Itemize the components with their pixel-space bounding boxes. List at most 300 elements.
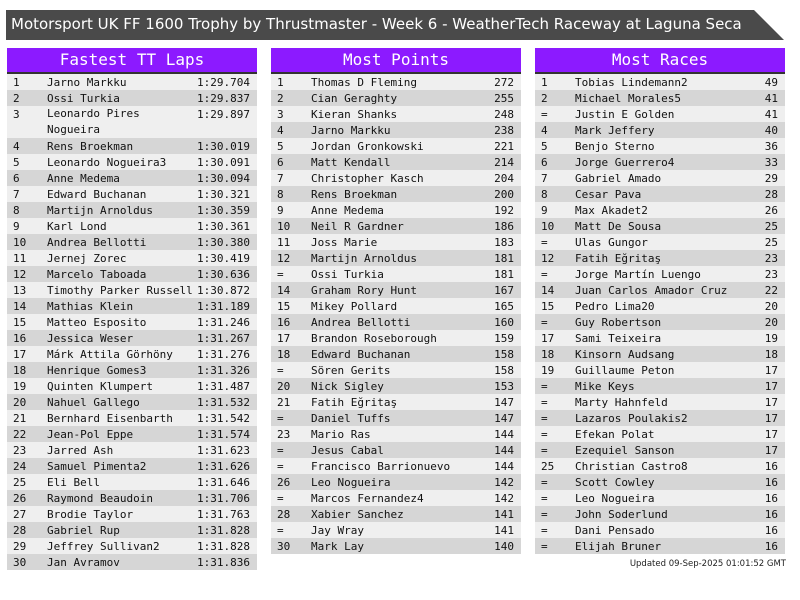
driver-name: Gabriel Rup — [47, 524, 120, 537]
row-position: 8 — [541, 188, 548, 201]
fastest-tt-laps-rows — [7, 74, 257, 570]
races-value: 49 — [764, 76, 778, 89]
driver-name: Kieran Shanks — [311, 108, 398, 121]
table-row — [535, 426, 785, 442]
row-position: 6 — [541, 156, 548, 169]
row-position: 15 — [13, 316, 27, 329]
driver-name: Jarno Markku — [311, 124, 391, 137]
driver-name: Joss Marie — [311, 236, 378, 249]
row-position: 10 — [13, 236, 27, 249]
driver-name: Fatih Eğritaş — [311, 396, 398, 409]
driver-name: Jorge Martín Luengo — [575, 268, 701, 281]
table-row — [535, 506, 785, 522]
driver-name: Cian Geraghty — [311, 92, 398, 105]
races-value: 16 — [764, 508, 778, 521]
races-value: 40 — [764, 124, 778, 137]
row-position: 2 — [277, 92, 284, 105]
row-position: 22 — [13, 428, 27, 441]
driver-name: Juan Carlos Amador Cruz — [575, 284, 728, 297]
driver-name: Matteo Esposito — [47, 316, 147, 329]
driver-name: Bernhard Eisenbarth — [47, 412, 173, 425]
row-position: 7 — [13, 188, 20, 201]
driver-name: Justin E Golden — [575, 108, 675, 121]
table-row — [7, 202, 257, 218]
table-row — [535, 298, 785, 314]
table-row — [7, 346, 257, 362]
row-position: = — [541, 268, 548, 281]
table-row — [535, 138, 785, 154]
row-position: 20 — [277, 380, 291, 393]
table-row — [535, 74, 785, 90]
driver-name: Edward Buchanan — [47, 188, 147, 201]
driver-name: Nahuel Gallego — [47, 396, 140, 409]
races-value: 36 — [764, 140, 778, 153]
row-position: = — [541, 108, 548, 121]
points-value: 141 — [494, 508, 514, 521]
row-position: 14 — [541, 284, 555, 297]
driver-name: Christopher Kasch — [311, 172, 424, 185]
points-value: 147 — [494, 396, 514, 409]
row-position: 5 — [13, 156, 20, 169]
table-row — [271, 506, 521, 522]
lap-time: 1:31.836 — [197, 556, 250, 569]
points-value: 158 — [494, 364, 514, 377]
points-value: 214 — [494, 156, 514, 169]
driver-name: Leo Nogueira — [311, 476, 391, 489]
driver-name: Jesus Cabal — [311, 444, 384, 457]
row-position: 26 — [277, 476, 291, 489]
row-position: 29 — [13, 540, 27, 553]
lap-time: 1:31.276 — [197, 348, 250, 361]
row-position: = — [277, 412, 284, 425]
driver-name: Gabriel Amado — [575, 172, 662, 185]
table-row — [7, 394, 257, 410]
most-points-table — [271, 48, 521, 554]
fastest-tt-laps-table — [7, 48, 257, 570]
row-position: 18 — [277, 348, 291, 361]
table-row — [7, 138, 257, 154]
table-row — [271, 330, 521, 346]
driver-name: Anne Medema — [47, 172, 120, 185]
table-row — [271, 154, 521, 170]
table-row — [271, 490, 521, 506]
table-row — [535, 458, 785, 474]
driver-name: Fatih Eğritaş — [575, 252, 662, 265]
table-row — [535, 474, 785, 490]
driver-name: Leonardo Nogueira3 — [47, 156, 167, 169]
table-row — [271, 74, 521, 90]
row-position: = — [277, 444, 284, 457]
races-value: 19 — [764, 332, 778, 345]
races-value: 23 — [764, 252, 778, 265]
row-position: 8 — [277, 188, 284, 201]
table-row — [535, 394, 785, 410]
lap-time: 1:31.326 — [197, 364, 250, 377]
driver-name: Edward Buchanan — [311, 348, 411, 361]
row-position: 9 — [13, 220, 20, 233]
races-value: 23 — [764, 268, 778, 281]
driver-name: Mark Lay — [311, 540, 364, 553]
table-row — [7, 298, 257, 314]
driver-name: Xabier Sanchez — [311, 508, 404, 521]
table-row — [7, 490, 257, 506]
points-value: 144 — [494, 444, 514, 457]
points-value: 181 — [494, 252, 514, 265]
lap-time: 1:30.091 — [197, 156, 250, 169]
table-row — [535, 378, 785, 394]
driver-name: Michael Morales5 — [575, 92, 681, 105]
row-position: 19 — [13, 380, 27, 393]
points-value: 255 — [494, 92, 514, 105]
driver-name: Neil R Gardner — [311, 220, 404, 233]
lap-time: 1:31.828 — [197, 524, 250, 537]
driver-name: Mike Keys — [575, 380, 635, 393]
table-row — [271, 186, 521, 202]
row-position: = — [277, 492, 284, 505]
table-row — [271, 458, 521, 474]
table-row — [7, 234, 257, 250]
lap-time: 1:29.837 — [197, 92, 250, 105]
row-position: = — [541, 396, 548, 409]
races-value: 22 — [764, 284, 778, 297]
table-row — [271, 138, 521, 154]
races-value: 17 — [764, 396, 778, 409]
row-position: = — [541, 380, 548, 393]
row-position: = — [541, 316, 548, 329]
driver-name: Scott Cowley — [575, 476, 655, 489]
driver-name: Márk Attila Görhöny — [47, 348, 173, 361]
table-row — [535, 410, 785, 426]
races-value: 20 — [764, 300, 778, 313]
row-position: = — [541, 476, 548, 489]
driver-name: Ossi Turkia — [311, 268, 384, 281]
driver-name: Brandon Roseborough — [311, 332, 437, 345]
driver-name: Jessica Weser — [47, 332, 134, 345]
driver-name: Guy Robertson — [575, 316, 662, 329]
table-row — [271, 202, 521, 218]
points-value: 160 — [494, 316, 514, 329]
row-position: 21 — [277, 396, 291, 409]
races-value: 17 — [764, 444, 778, 457]
table-row — [535, 522, 785, 538]
driver-name: Matt De Sousa — [575, 220, 662, 233]
points-value: 144 — [494, 460, 514, 473]
driver-name: Thomas D Fleming — [311, 76, 417, 89]
driver-name: Efekan Polat — [575, 428, 655, 441]
most-races-rows — [535, 74, 785, 554]
driver-name: Ezequiel Sanson — [575, 444, 675, 457]
table-row — [271, 426, 521, 442]
table-row — [535, 170, 785, 186]
points-value: 238 — [494, 124, 514, 137]
table-row — [271, 282, 521, 298]
table-row — [535, 330, 785, 346]
row-position: 19 — [541, 364, 555, 377]
races-value: 18 — [764, 348, 778, 361]
driver-name: Samuel Pimenta2 — [47, 460, 147, 473]
table-row — [535, 186, 785, 202]
table-row — [535, 234, 785, 250]
row-position: 21 — [13, 412, 27, 425]
points-value: 140 — [494, 540, 514, 553]
points-value: 192 — [494, 204, 514, 217]
table-row — [535, 314, 785, 330]
table-row — [271, 250, 521, 266]
points-value: 183 — [494, 236, 514, 249]
row-position: 1 — [277, 76, 284, 89]
races-value: 33 — [764, 156, 778, 169]
driver-name: Brodie Taylor — [47, 508, 134, 521]
races-value: 20 — [764, 316, 778, 329]
row-position: 25 — [541, 460, 555, 473]
lap-time: 1:31.487 — [197, 380, 250, 393]
most-races-table — [535, 48, 785, 554]
table-row — [7, 410, 257, 426]
lap-time: 1:31.626 — [197, 460, 250, 473]
races-value: 26 — [764, 204, 778, 217]
driver-name: Lazaros Poulakis2 — [575, 412, 688, 425]
row-position: = — [541, 524, 548, 537]
points-value: 181 — [494, 268, 514, 281]
lap-time: 1:31.189 — [197, 300, 250, 313]
row-position: 2 — [13, 92, 20, 105]
points-value: 158 — [494, 348, 514, 361]
points-value: 141 — [494, 524, 514, 537]
races-value: 25 — [764, 236, 778, 249]
driver-name: Max Akadet2 — [575, 204, 648, 217]
lap-time: 1:30.872 — [197, 284, 250, 297]
table-row — [535, 90, 785, 106]
driver-name: Benjo Sterno — [575, 140, 655, 153]
driver-name: Francisco Barrionuevo — [311, 460, 451, 473]
row-position: 20 — [13, 396, 27, 409]
races-value: 16 — [764, 524, 778, 537]
driver-name: Ulas Gungor — [575, 236, 648, 249]
table-row — [535, 362, 785, 378]
points-value: 165 — [494, 300, 514, 313]
driver-name: Mikey Pollard — [311, 300, 398, 313]
driver-name: Mario Ras — [311, 428, 371, 441]
row-position: 27 — [13, 508, 27, 521]
driver-name: Timothy Parker Russell — [47, 284, 193, 297]
driver-name: Eli Bell — [47, 476, 100, 489]
row-position: 23 — [277, 428, 291, 441]
table-row — [7, 106, 257, 138]
table-row — [271, 410, 521, 426]
table-row — [271, 234, 521, 250]
driver-name: Marty Hahnfeld — [575, 396, 668, 409]
row-position: = — [541, 492, 548, 505]
row-position: 1 — [541, 76, 548, 89]
table-row — [535, 346, 785, 362]
points-value: 186 — [494, 220, 514, 233]
driver-name: Dani Pensado — [575, 524, 655, 537]
table-row — [7, 330, 257, 346]
driver-name: Tobias Lindemann2 — [575, 76, 688, 89]
driver-name: Jay Wray — [311, 524, 364, 537]
table-row — [271, 266, 521, 282]
row-position: 18 — [13, 364, 27, 377]
table-row — [271, 522, 521, 538]
row-position: 17 — [13, 348, 27, 361]
row-position: 5 — [541, 140, 548, 153]
points-value: 144 — [494, 428, 514, 441]
table-row — [7, 186, 257, 202]
driver-name: Martijn Arnoldus — [311, 252, 417, 265]
lap-time: 1:29.897 — [197, 108, 250, 121]
races-value: 17 — [764, 380, 778, 393]
table-row — [271, 122, 521, 138]
driver-name: Raymond Beaudoin — [47, 492, 153, 505]
driver-name: Jarno Markku — [47, 76, 127, 89]
lap-time: 1:30.636 — [197, 268, 250, 281]
driver-name: Martijn Arnoldus — [47, 204, 153, 217]
driver-name: Jarred Ash — [47, 444, 114, 457]
row-position: 5 — [277, 140, 284, 153]
row-position: 3 — [277, 108, 284, 121]
lap-time: 1:31.828 — [197, 540, 250, 553]
row-position: = — [541, 236, 548, 249]
row-position: 12 — [277, 252, 291, 265]
driver-name: Jernej Zorec — [47, 252, 127, 265]
points-value: 204 — [494, 172, 514, 185]
driver-name: Ossi Turkia — [47, 92, 120, 105]
races-value: 16 — [764, 492, 778, 505]
points-value: 159 — [494, 332, 514, 345]
table-row — [7, 154, 257, 170]
lap-time: 1:31.574 — [197, 428, 250, 441]
row-position: = — [541, 540, 548, 553]
driver-name: Leo Nogueira — [575, 492, 655, 505]
table-row — [271, 474, 521, 490]
driver-name: Andrea Bellotti — [311, 316, 411, 329]
lap-time: 1:31.542 — [197, 412, 250, 425]
table-row — [7, 74, 257, 90]
table-row — [7, 362, 257, 378]
driver-name: John Soderlund — [575, 508, 668, 521]
driver-name: Mark Jeffery — [575, 124, 655, 137]
row-position: 8 — [13, 204, 20, 217]
table-row — [7, 554, 257, 570]
row-position: 3 — [13, 108, 20, 121]
row-position: = — [541, 508, 548, 521]
driver-name: Marcelo Taboada — [47, 268, 147, 281]
row-position: 2 — [541, 92, 548, 105]
table-row — [7, 314, 257, 330]
points-value: 147 — [494, 412, 514, 425]
row-position: 18 — [541, 348, 555, 361]
driver-name: Jorge Guerrero4 — [575, 156, 675, 169]
table-row — [271, 362, 521, 378]
lap-time: 1:30.019 — [197, 140, 250, 153]
page-title: Motorsport UK FF 1600 Trophy by Thrustmaster - Week 6 - WeatherTech Raceway at Laguna Seca — [11, 15, 742, 33]
table-row — [271, 346, 521, 362]
row-position: 6 — [277, 156, 284, 169]
row-position: 15 — [277, 300, 291, 313]
lap-time: 1:30.321 — [197, 188, 250, 201]
driver-name: Jan Avramov — [47, 556, 120, 569]
driver-name: Matt Kendall — [311, 156, 391, 169]
table-row — [7, 458, 257, 474]
row-position: 12 — [541, 252, 555, 265]
driver-name: Andrea Bellotti — [47, 236, 147, 249]
row-position: = — [277, 524, 284, 537]
table-row — [535, 106, 785, 122]
driver-name: Henrique Gomes3 — [47, 364, 147, 377]
lap-time: 1:31.646 — [197, 476, 250, 489]
row-position: 26 — [13, 492, 27, 505]
table-row — [271, 378, 521, 394]
driver-name: Graham Rory Hunt — [311, 284, 417, 297]
table-row — [271, 218, 521, 234]
points-value: 200 — [494, 188, 514, 201]
table-row — [7, 250, 257, 266]
races-value: 29 — [764, 172, 778, 185]
table-row — [7, 442, 257, 458]
lap-time: 1:30.094 — [197, 172, 250, 185]
races-value: 17 — [764, 428, 778, 441]
table-row — [7, 90, 257, 106]
driver-name: Christian Castro8 — [575, 460, 688, 473]
row-position: 24 — [13, 460, 27, 473]
row-position: 7 — [541, 172, 548, 185]
table-row — [535, 490, 785, 506]
table-row — [271, 106, 521, 122]
table-row — [271, 90, 521, 106]
driver-name: Rens Broekman — [311, 188, 398, 201]
table-row — [535, 218, 785, 234]
lap-time: 1:30.380 — [197, 236, 250, 249]
races-value: 41 — [764, 108, 778, 121]
row-position: 13 — [13, 284, 27, 297]
fastest-tt-laps-header: Fastest TT Laps — [7, 48, 257, 74]
row-position: 30 — [13, 556, 27, 569]
row-position: 10 — [277, 220, 291, 233]
driver-name: Jean-Pol Eppe — [47, 428, 134, 441]
table-row — [271, 442, 521, 458]
points-value: 272 — [494, 76, 514, 89]
most-points-header: Most Points — [271, 48, 521, 74]
races-value: 25 — [764, 220, 778, 233]
row-position: = — [541, 412, 548, 425]
table-row — [535, 250, 785, 266]
row-position: 16 — [13, 332, 27, 345]
row-position: 23 — [13, 444, 27, 457]
lap-time: 1:31.706 — [197, 492, 250, 505]
row-position: 7 — [277, 172, 284, 185]
driver-name: Jeffrey Sullivan2 — [47, 540, 160, 553]
row-position: 14 — [13, 300, 27, 313]
races-value: 16 — [764, 540, 778, 553]
table-row — [535, 282, 785, 298]
driver-name: Sören Gerits — [311, 364, 391, 377]
driver-name: Nick Sigley — [311, 380, 384, 393]
races-value: 28 — [764, 188, 778, 201]
row-position: 15 — [541, 300, 555, 313]
table-row — [7, 378, 257, 394]
row-position: 4 — [541, 124, 548, 137]
table-row — [7, 506, 257, 522]
driver-name: Mathias Klein — [47, 300, 134, 313]
driver-name: Karl Lond — [47, 220, 107, 233]
driver-name: Guillaume Peton — [575, 364, 675, 377]
driver-name: Anne Medema — [311, 204, 384, 217]
table-row — [271, 394, 521, 410]
row-position: = — [277, 364, 284, 377]
points-value: 167 — [494, 284, 514, 297]
driver-name: Cesar Pava — [575, 188, 642, 201]
points-value: 142 — [494, 492, 514, 505]
